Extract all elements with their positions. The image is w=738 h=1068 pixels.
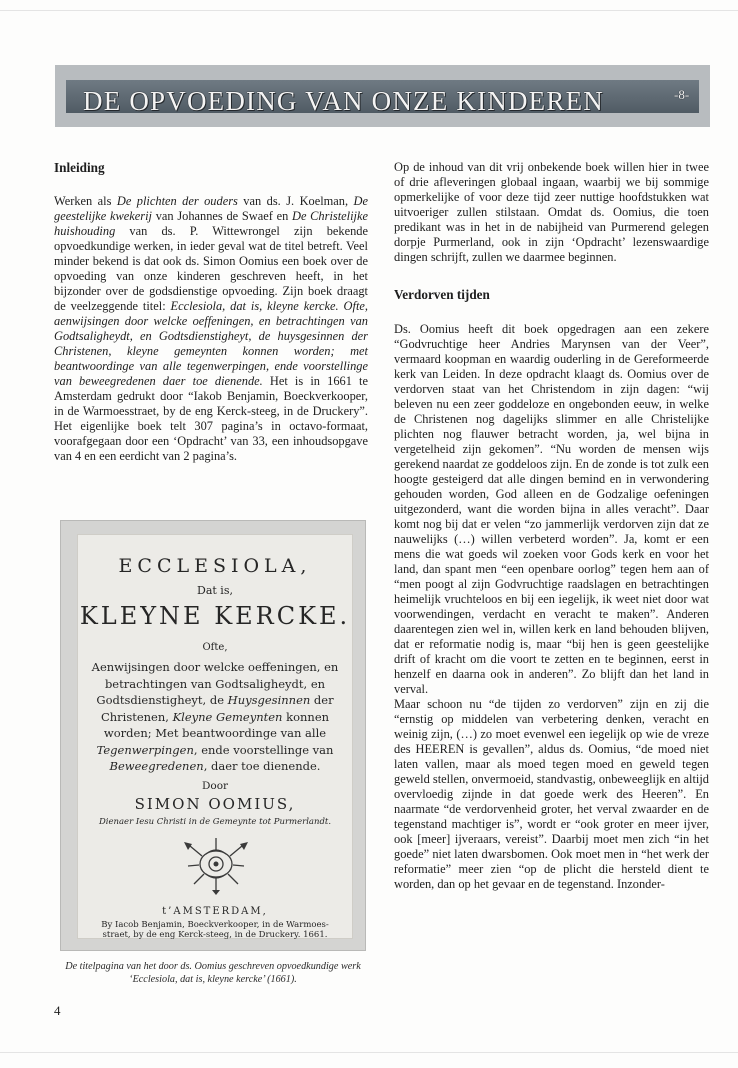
intro-text-segment: van ds. J. Koelman, — [237, 194, 354, 208]
intro-text-segment: van Johannes de Swaef en — [151, 209, 292, 223]
paragraph-reformation: Maar schoon nu “de tijden zo verdorven” zijn en zij die “ernstig op middelen van verbetering denken, veracht en weinig zijn, (…) zo moet evenwel een iegelijk op wie de vreze des HEEREN is gevallen”, aldus ds. Oomius, “de moed niet laten vallen, maar als moed tegen moed en geweld tegen geweld stellen, onvermoeid, standvastig, onbeweeglijk en altijd overvloedig zijnde in dat goede werk des Heeren”. En naarmate “de verdorvenheid groter, het verval zwaarder en de tegenstand machtiger is”, wordt er “ook groter en meer ijver, ook [meer] ijveraars, vereist”. Daarbij moet men zich “in het goede” niet laten dwarsbomen. Ook moet men in “het werk der reformatie” meer zien “op de plicht die hersteld dient te worden, dan op het gevaar en de tegenstand. Inzonder- — [394, 697, 709, 891]
intro-text-segment: Werken als — [54, 194, 117, 208]
intro-continuation: Op de inhoud van dit vrij onbekende boek willen hier in twee of drie afleveringen globaal ingaan, waarbij we bij sommige opmerkelijke of voor deze tijd zeer nuttige hoofdstukken wat uitvoeriger zullen stilstaan. Omdat ds. Oomius, die toen predikant was in het in de nabijheid van Purmerend gelegen dorpje Purmerland, ook in zijn ‘Opdracht’ lezenswaardige dingen schrijft, zullen we daarmee beginnen. — [394, 160, 709, 264]
page-edge-top — [0, 10, 738, 11]
heading-verdorven-tijden: Verdorven tijden — [394, 287, 490, 302]
subtitle-text-segment: konnen worden; Met beantwoordinge van alle — [103, 709, 330, 740]
title-page-figure — [60, 520, 366, 951]
book-title-dat-is: Dat is, — [197, 584, 233, 597]
printer-emblem-icon — [176, 834, 256, 896]
article-title: DE OPVOEDING VAN ONZE KINDEREN — [83, 86, 604, 116]
article-banner — [55, 65, 710, 127]
paragraph-dedication: Ds. Oomius heeft dit boek opgedragen aan een zekere “Godvruchtige heer Andries Marynsen van der Veer”, vermaard koopman en waardig ouderling in de Gereformeerde kerk van Leiden. In deze opdracht klaagt ds. Oomius over de verdorven staat van het Christendom in zijn dagen: “wij beleven nu een zeer goddeloze en ongebonden eeuw, in welke de Christenen nog dagelijks slimmer en alle Christelijke plichten nog flauwer betracht worden, ja, wel bijna in vergetelheid zijn gekomen”. “Nu worden de mensen wijs gerekend naardat ze goddeloos zijn. En de zonde is tot zulk een hoogte gesteigerd dat alle dingen bemind en in verwondering gehouden worden, God alleen en de Godzalige oefeningen uitgezonderd, want die worden bijna in alles veracht”. Daar komt nog bij dat er velen “zo jammerlijk verdorven zijn dat ze nauwelijks (…) willen verbeterd worden”. Ja, komt er een mens die wat goeds wil zoeken voor Gods kerk en voor het land, dan spant men “een openbare oorlog” tegen hem aan of “men poogt al zijn Godvruchtige raadslagen en betrachtingen heimelijk vruchteloos en bij een iegelijk, ik weet niet door wat voorwendingen, verdacht en veracht te maken”. Anderen daarentegen zien wel in, willen kerk en land behouden blijven, dat er reformatie nodig is, maar “bij hen is geen geestelijke drift of kracht om die voort te zetten en te beginnen, eerst in henzelf en daarna ook in anderen”. Zo blijft dan het land in verval. — [394, 322, 709, 696]
book-author: SIMON OOMIUS, — [134, 795, 296, 813]
intro-text-segment: De plichten der ouders — [116, 194, 238, 208]
intro-text-segment: De geestelijke kwekerij — [54, 194, 368, 223]
book-author-office: Dienaer Iesu Christi in de Gemeynte tot Purmerlandt. — [98, 817, 332, 827]
heading-inleiding: Inleiding — [54, 160, 105, 175]
intro-paragraph — [54, 194, 368, 464]
subtitle-text-segment: Tegenwerpingen — [96, 742, 194, 757]
book-subtitle — [78, 659, 352, 775]
title-page-scan — [77, 534, 353, 939]
intro-text-segment: De Christelijke huishouding — [54, 209, 368, 238]
series-number: -8- — [674, 87, 690, 102]
figure-caption: De titelpagina van het door ds. Oomius geschreven opvoedkundige werk ‘Ecclesiola, dat is, kleyne kercke’ (1661). — [65, 961, 361, 985]
page-number: 4 — [54, 1003, 61, 1018]
subtitle-text-segment: Kleyne Gemeynten — [172, 709, 283, 724]
intro-text-segment: van ds. P. Wittewrongel zijn bekende opvoedkundige werken, in ieder geval wat de titel betreft. Veel minder bekend is dat ook ds. Simon Oomius een boek over de opvoeding van onze kinderen geschreven heeft, in het bijzonder over de godsdienstige opvoeding. Zijn boek draagt de veelzeggende titel: — [54, 224, 368, 313]
intro-text-segment: Het is in 1661 te Amsterdam gedrukt door “Iakob Benjamin, Boeckverkooper, in de Warmoesstraet, by de eng Kerck-steeg, in de Druckery”. Het eigenlijke boek telt 307 pagina’s in octavo-formaat, voorafgegaan door een ‘Opdracht’ van 33, een inhoudsopgave van 4 en een eerdicht van 2 pagina’s. — [54, 374, 368, 463]
page-edge-bottom — [0, 1052, 738, 1053]
book-printer: By Iacob Benjamin, Boeckverkooper, in de Warmoes-straet, by de eng Kerck-steeg, in de Druckery. 1661. — [101, 920, 329, 940]
intro-text-segment: Ecclesiola, dat is, kleyne kercke. Ofte, aenwijsingen door welcke oeffeningen, en betrachtingen van Godtsaligheydt, en Godtsdienstigheyt, de huysgesinnen der Christenen, kleyne gemeynten konnen worden; met beantwoordinge van alle tegenwerpingen, ende voorstellinge van beweegredenen daer toe dienende. — [54, 299, 368, 388]
book-title-kleyne-kercke: KLEYNE KERCKE. — [79, 602, 351, 630]
subtitle-text-segment: , daer toe dienende. — [203, 759, 321, 773]
book-title-ecclesiola: ECCLESIOLA, — [118, 555, 312, 577]
subtitle-text-segment: der Christenen, — [100, 693, 334, 724]
right-column — [394, 160, 709, 892]
book-title-ofte: Ofte, — [202, 642, 228, 653]
subtitle-text-segment: , ende voorstellinge van — [193, 742, 334, 757]
banner-bar — [66, 80, 699, 116]
book-city: t’AMSTERDAM, — [162, 906, 268, 917]
subtitle-text-segment: Beweegredenen — [109, 759, 204, 773]
subtitle-text-segment: Aenwijsingen door welcke oeffeningen, en betrachtingen van Godtsaligheydt, en Godtsdienstigheyt, de — [91, 660, 339, 707]
subtitle-text-segment: Huysgesinnen — [227, 693, 311, 707]
left-column — [54, 160, 368, 464]
book-door: Door — [201, 780, 229, 792]
